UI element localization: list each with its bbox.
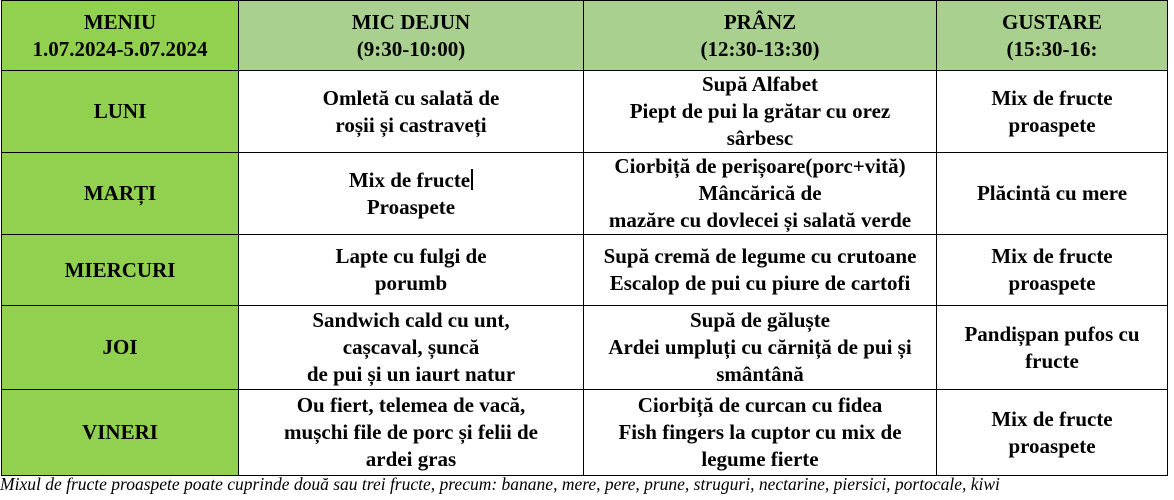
menu-dates: 1.07.2024-5.07.2024 bbox=[32, 36, 208, 61]
menu-table bbox=[1, 0, 1168, 476]
menu-title: MENIU bbox=[83, 9, 157, 34]
meal-line: legume fierte bbox=[701, 447, 819, 471]
meal-line: Ciorbiță de perișoare(porc+vită) bbox=[614, 154, 906, 178]
meal-line: Ciorbiță de curcan cu fidea bbox=[637, 393, 883, 417]
meal-line: Mix de fructe bbox=[991, 85, 1113, 110]
lunch-title: PRÂNZ bbox=[723, 9, 797, 34]
snack-cell[interactable] bbox=[937, 153, 1168, 235]
meal-line: Sandwich cald cu unt, bbox=[312, 308, 510, 332]
meal-line: porumb bbox=[374, 271, 448, 295]
text-cursor bbox=[471, 169, 473, 190]
breakfast-cell[interactable] bbox=[239, 71, 584, 153]
lunch-header bbox=[584, 1, 937, 71]
meal-line: Plăcintă cu mere bbox=[976, 181, 1128, 205]
snack-title: GUSTARE bbox=[1002, 9, 1102, 34]
meal-line: Supă Alfabet bbox=[701, 72, 819, 96]
meal-line: sârbesc bbox=[726, 126, 794, 150]
meal-line: Omletă cu salată de bbox=[322, 85, 500, 110]
meal-line: cașcaval, șuncă bbox=[342, 335, 480, 359]
breakfast-title: MIC DEJUN bbox=[351, 9, 471, 34]
lunch-cell[interactable] bbox=[584, 71, 937, 153]
snack-cell[interactable] bbox=[937, 390, 1168, 476]
lunch-cell[interactable] bbox=[584, 390, 937, 476]
meal-line: de pui și un iaurt natur bbox=[306, 362, 516, 386]
meal-line: Ou fiert, telemea de vacă, bbox=[296, 393, 526, 417]
snack-cell[interactable] bbox=[937, 235, 1168, 306]
meal-line: Ardei umpluți cu cărniță de pui și bbox=[608, 335, 912, 359]
day-cell: MIERCURI bbox=[2, 235, 239, 306]
table-row-monday bbox=[2, 71, 1168, 153]
meal-line: Supă cremă de legume cu crutoane bbox=[603, 244, 917, 268]
meal-line: proaspete bbox=[1008, 112, 1096, 137]
footnote: Mixul de fructe proaspete poate cuprinde două sau trei fructe, precum: banane, mere, pere, prune, struguri, nectarine, piersici, portocale, kiwi bbox=[0, 474, 1000, 494]
lunch-cell[interactable] bbox=[584, 306, 937, 390]
breakfast-header bbox=[239, 1, 584, 71]
meal-line: Lapte cu fulgi de bbox=[335, 244, 487, 268]
meal-line: ardei gras bbox=[365, 447, 457, 471]
day-cell: MARȚI bbox=[2, 153, 239, 235]
meal-line: Proaspete bbox=[366, 194, 456, 219]
meal-line: proaspete bbox=[1008, 433, 1096, 458]
table-row-friday bbox=[2, 390, 1168, 476]
meal-line: fructe bbox=[1025, 348, 1079, 373]
meal-line: mazăre cu dovlecei și salată verde bbox=[608, 208, 912, 232]
meal-line: Mâncărică de bbox=[698, 181, 822, 205]
meal-text: Mix de fructe bbox=[348, 167, 471, 192]
table-row-tuesday bbox=[2, 153, 1168, 235]
meal-line: smântână bbox=[716, 362, 804, 386]
breakfast-cell[interactable] bbox=[239, 306, 584, 390]
meal-line: proaspete bbox=[1008, 271, 1096, 295]
snack-cell[interactable] bbox=[937, 306, 1168, 390]
table-row-wednesday bbox=[2, 235, 1168, 306]
table-row-thursday bbox=[2, 306, 1168, 390]
breakfast-cell[interactable] bbox=[239, 153, 584, 235]
lunch-time: (12:30-13:30) bbox=[700, 36, 820, 61]
meal-line: Mix de fructe bbox=[991, 244, 1113, 268]
snack-cell[interactable] bbox=[937, 71, 1168, 153]
meal-line: Piept de pui la grătar cu orez bbox=[629, 99, 891, 123]
meal-line: Escalop de pui cu piure de cartofi bbox=[609, 271, 911, 295]
lunch-cell[interactable] bbox=[584, 235, 937, 306]
day-cell: JOI bbox=[2, 306, 239, 390]
day-cell: LUNI bbox=[2, 71, 239, 153]
meal-line: Pandișpan pufos cu bbox=[964, 321, 1140, 346]
breakfast-cell[interactable] bbox=[239, 390, 584, 476]
breakfast-cell[interactable] bbox=[239, 235, 584, 306]
snack-time: (15:30-16: bbox=[1006, 36, 1098, 61]
menu-period-header bbox=[2, 1, 239, 71]
breakfast-time: (9:30-10:00) bbox=[356, 36, 466, 61]
day-cell: VINERI bbox=[2, 390, 239, 476]
meal-line: mușchi file de porc și felii de bbox=[284, 420, 538, 444]
snack-header bbox=[937, 1, 1168, 71]
meal-line: Fish fingers la cuptor cu mix de bbox=[618, 420, 902, 444]
meal-line: Supă de găluște bbox=[689, 308, 831, 332]
meal-line: Mix de fructe bbox=[991, 406, 1113, 431]
lunch-cell[interactable] bbox=[584, 153, 937, 235]
header-row bbox=[2, 1, 1168, 71]
meal-line bbox=[245, 167, 577, 194]
meal-line: roșii și castraveți bbox=[335, 112, 487, 137]
